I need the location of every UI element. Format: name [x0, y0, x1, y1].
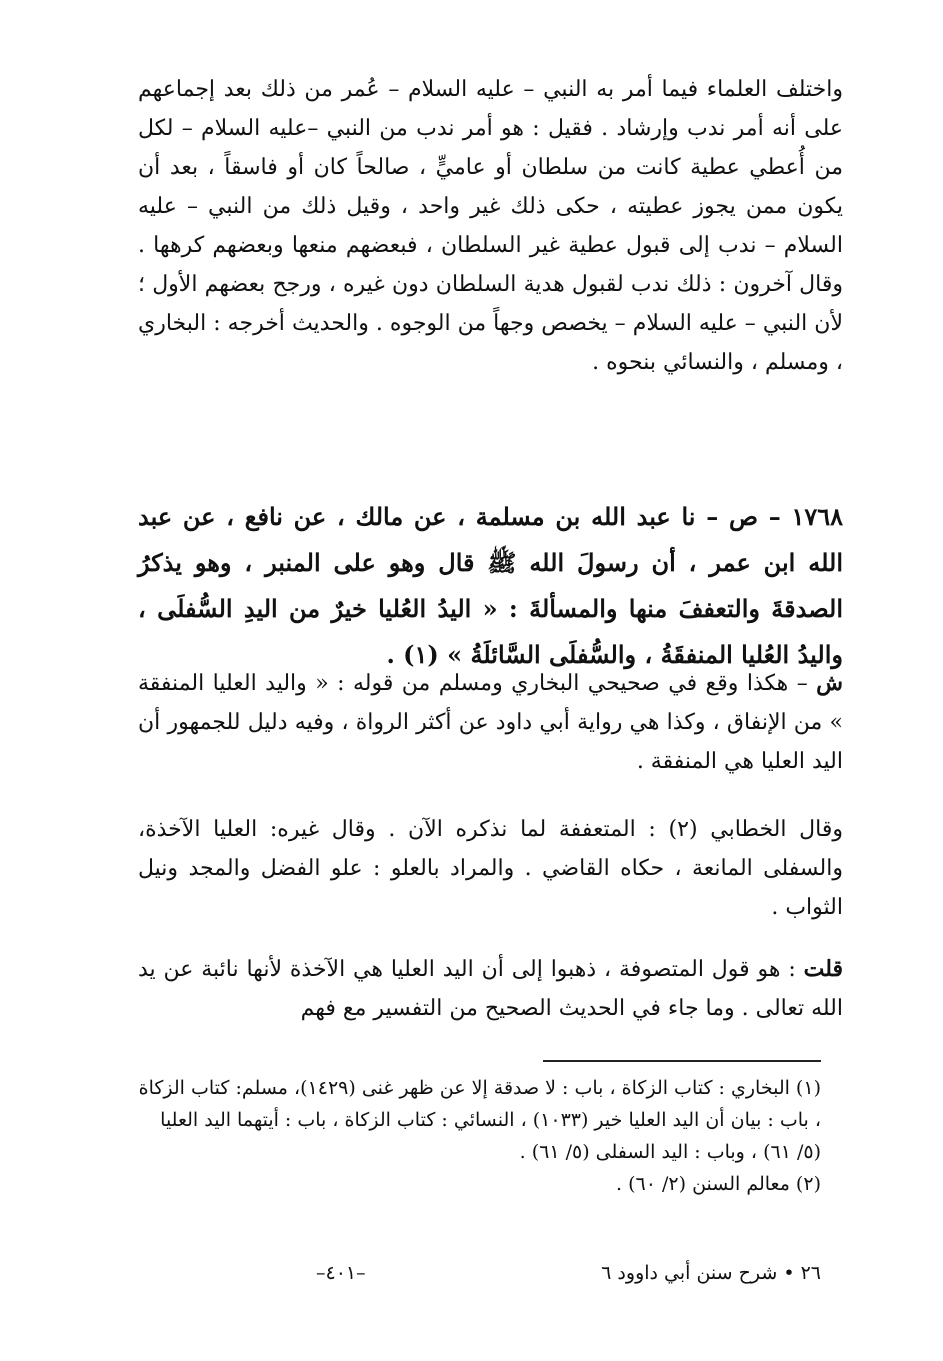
commentary-paragraph: واختلف العلماء فيما أمر به النبي – عليه السلام – عُمر من ذلك بعد إجماعهم على أنه أمر ندب وإرشاد . فقيل : هو أمر ندب من النبي –عليه السلام – لكل من أُعطي عطية كانت من سلطان أو عاميٍّ ، صالحاً كان أو فاسقاً ، بعد أن يكون ممن يجوز عطيته ، حكى ذلك غير واحد ، وقيل ذلك من النبي – عليه السلام – ندب إلى قبول عطية غير السلطان ، فبعضهم منعها وبعضهم كرهها . وقال آخرون : ذلك ندب لقبول هدية السلطان دون غيره ، ورجح بعضهم الأول ؛ لأن النبي – عليه السلام – يخصص وجهاً من الوجوه . والحديث أخرجه : البخاري ، ومسلم ، والنسائي بنحوه .: [138, 77, 843, 375]
footnote-2: (٢) معالم السنن (٢/ ٦٠) .: [616, 1173, 821, 1195]
sharh-marker: ش: [816, 670, 843, 696]
author-note-paragraph: [138, 950, 843, 1028]
page-number: –٤٠١–: [316, 1262, 366, 1284]
footnote-1: (١) البخاري : كتاب الزكاة ، باب : لا صدقة إلا عن ظهر غنى (١٤٢٩)، مسلم: كتاب الزكاة ، باب : بيان أن اليد العليا خير (١٠٣٣) ، النسائي : كتاب الزكاة ، باب : أيتهما اليد العليا (٥/ ٦١) ، وباب : اليد السفلى (٥/ ٦١) .: [138, 1077, 821, 1163]
page-footer: [136, 1262, 821, 1284]
book-reference: ٢٦ • شرح سنن أبي داوود ٦: [601, 1262, 821, 1284]
qultu-marker: قلت: [803, 956, 844, 982]
footnote-divider: [543, 1060, 821, 1062]
sharh-paragraph: [138, 664, 843, 781]
sharh-text: – هكذا وقع في صحيحي البخاري ومسلم من قوله : « واليد العليا المنفقة » من الإنفاق ، وكذا هي رواية أبي داود عن أكثر الرواة ، وفيه دليل للجمهور أن اليد العليا هي المنفقة .: [138, 671, 843, 774]
footnotes: [136, 1072, 821, 1200]
khattabi-paragraph: وقال الخطابي (٢) : المتعففة لما نذكره الآن . وقال غيره: العليا الآخذة، والسفلى المانعة ، حكاه القاضي . والمراد بالعلو : علو الفضل والمجد ونيل الثواب .: [138, 817, 844, 920]
qultu-text: : هو قول المتصوفة ، ذهبوا إلى أن اليد العليا هي الآخذة لأنها نائبة عن يد الله تعالى . وما جاء في الحديث الصحيح من التفسير مع فهم: [138, 957, 843, 1021]
hadith-text: ١٧٦٨ – ص – نا عبد الله بن مسلمة ، عن مالك ، عن نافع ، عن عبد الله ابن عمر ، أن رسولَ الله ﷺ قال وهو على المنبر ، وهو يذكرُ الصدقةَ والتعففَ منها والمسألةَ : « اليدُ العُليا خيرٌ من اليدِ السُّفلَى ، واليدُ العُليا المنفقَةُ ، والسُّفلَى السَّائلَةُ » (١) .: [138, 502, 843, 669]
